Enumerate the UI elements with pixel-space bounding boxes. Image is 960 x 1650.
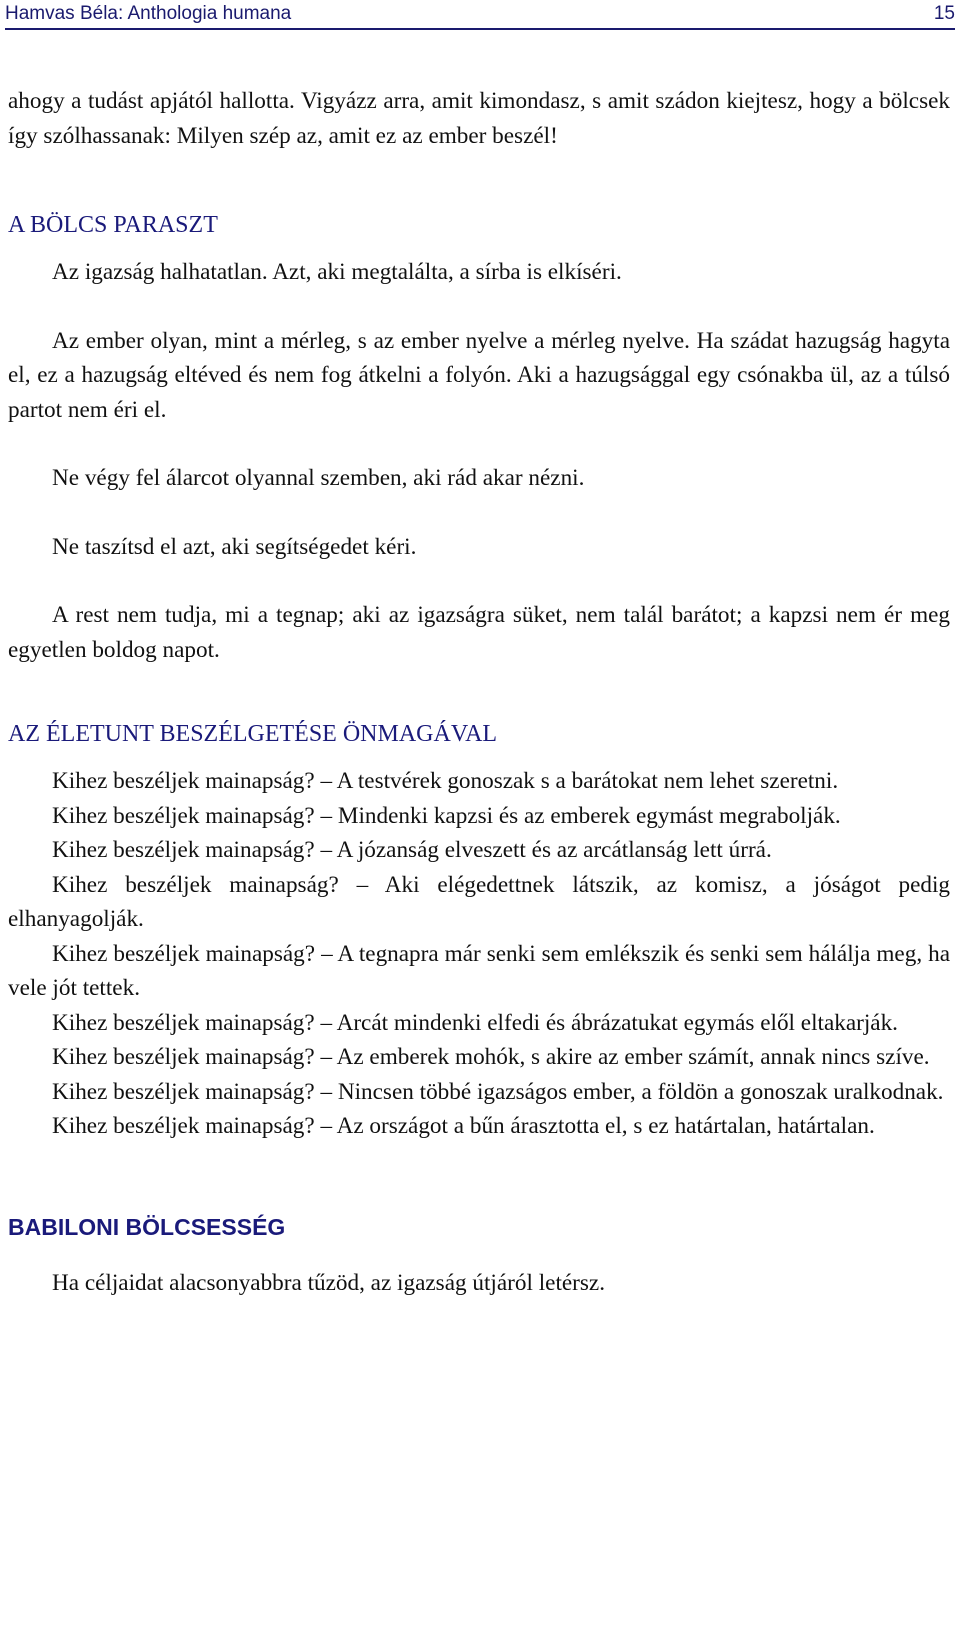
running-header: [5, 0, 955, 30]
stanza: Kihez beszéljek mainapság? – Nincsen többé igazságos ember, a földön a gonoszak uralkodnak.: [52, 1078, 944, 1105]
stanza: Kihez beszéljek mainapság? – Aki elégedettnek látszik, az komisz, a jóságot pedig elhanyagolják.: [8, 871, 950, 932]
section-heading-bolcs-paraszt: A BÖLCS PARASZT: [8, 212, 218, 238]
stanza: Kihez beszéljek mainapság? – A józanság elveszett és az arcátlanság lett úrrá.: [52, 837, 772, 863]
page-content: [8, 84, 950, 1300]
intro-paragraph: ahogy a tudást apjától hallotta. Vigyázz arra, amit kimondasz, s amit szádon kiejtesz, hogy a bölcsek így szólhassanak: Milyen szép az, amit ez az ember beszél!: [8, 88, 950, 149]
stanza: Kihez beszéljek mainapság? – Az emberek mohók, s akire az ember számít, annak nincs szíve.: [52, 1044, 930, 1070]
paragraph: Az igazság halhatatlan. Azt, aki megtalálta, a sírba is elkíséri.: [52, 259, 622, 285]
stanza: Kihez beszéljek mainapság? – Az országot a bűn árasztotta el, s ez határtalan, határtalan.: [52, 1113, 875, 1139]
paragraph: A rest nem tudja, mi a tegnap; aki az igazságra süket, nem talál barátot; a kapzsi nem ér meg egyetlen boldog napot.: [8, 602, 950, 663]
section-heading-babiloni: BABILONI BÖLCSESSÉG: [8, 1213, 286, 1240]
header-title: Hamvas Béla: Anthologia humana: [5, 3, 292, 24]
paragraph: Az ember olyan, mint a mérleg, s az ember nyelve a mérleg nyelve. Ha szádat hazugság hagyta el, ez a hazugság eltéved és nem fog átkelni a folyón. Aki a hazugsággal egy csónakba ül, az a túlsó partot nem éri el.: [8, 327, 950, 423]
page-number: 15: [933, 3, 955, 24]
stanza: Kihez beszéljek mainapság? – A testvérek gonoszak s a barátokat nem lehet szeretni.: [52, 768, 839, 794]
stanza: Kihez beszéljek mainapság? – Mindenki kapzsi és az emberek egymást megrabolják.: [52, 802, 841, 829]
lament-stanzas: [8, 764, 950, 1144]
paragraph: Ne taszítsd el azt, aki segítségedet kéri.: [52, 533, 417, 560]
paragraph: Ne végy fel álarcot olyannal szemben, aki rád akar nézni.: [52, 465, 585, 491]
paragraph: Ha céljaidat alacsonyabbra tűzöd, az igazság útjáról letérsz.: [52, 1269, 606, 1296]
stanza: Kihez beszéljek mainapság? – A tegnapra már senki sem emlékszik és senki sem hálálja meg, ha vele jót tettek.: [8, 940, 950, 1001]
stanza: Kihez beszéljek mainapság? – Arcát mindenki elfedi és ábrázatukat egymás elől eltakarják.: [52, 1009, 898, 1036]
section-heading-eletunt: AZ ÉLETUNT BESZÉLGETÉSE ÖNMAGÁVAL: [8, 721, 498, 747]
